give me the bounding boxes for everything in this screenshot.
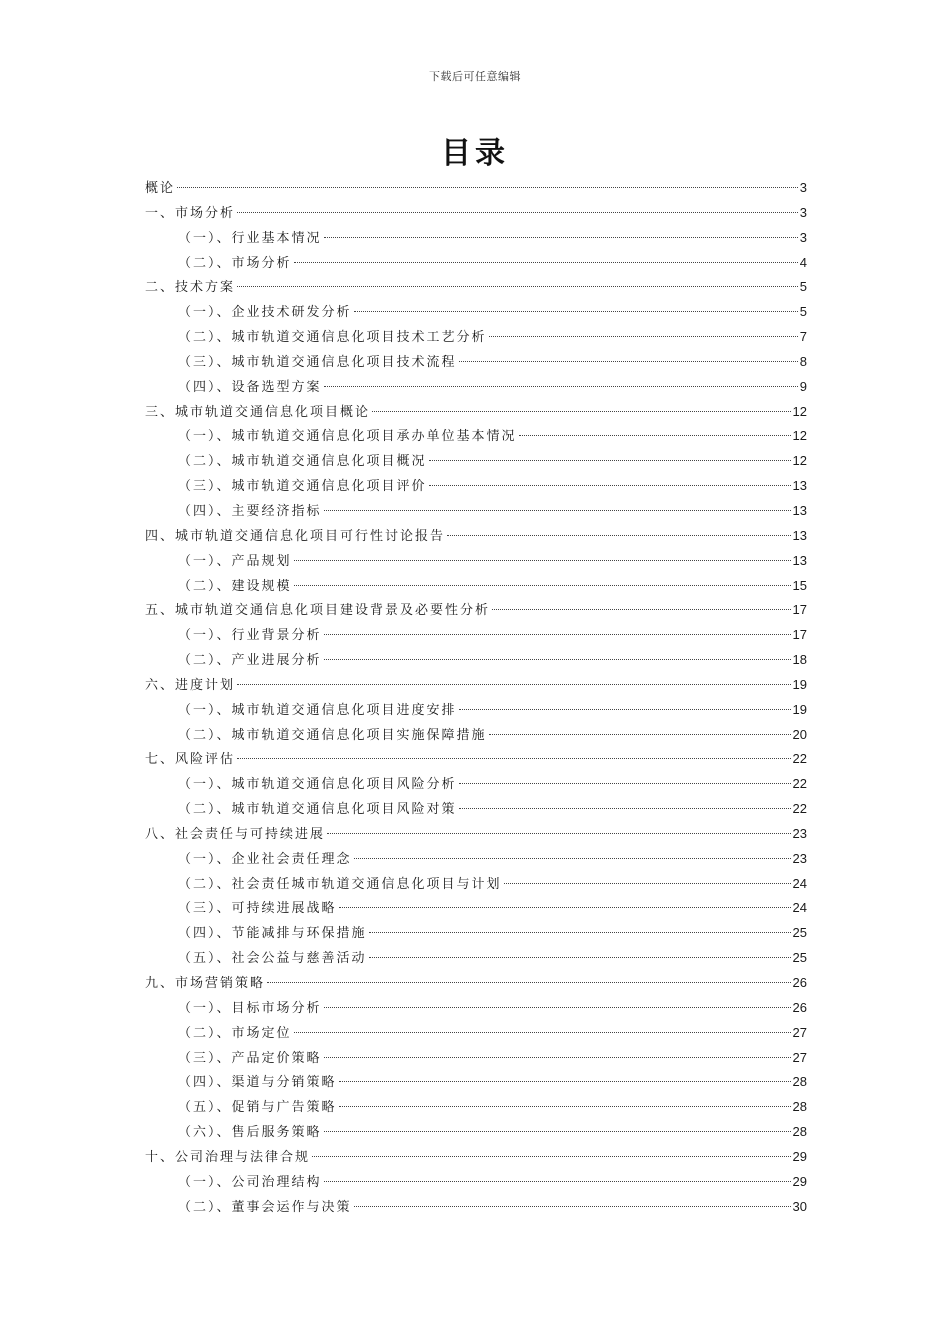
toc-entry-text: （二）、社会责任城市轨道交通信息化项目与计划 xyxy=(178,876,502,892)
toc-entry-text: （三）、城市轨道交通信息化项目评价 xyxy=(178,479,427,495)
toc-page-number: 24 xyxy=(792,900,807,916)
toc-dot-leader xyxy=(267,982,791,983)
toc-entry-text: 三、城市轨道交通信息化项目概论 xyxy=(145,404,371,420)
toc-page-number: 28 xyxy=(792,1099,807,1115)
toc-entry-text: （一）、企业技术研发分析 xyxy=(178,305,352,321)
toc-dot-leader xyxy=(459,783,791,784)
toc-page-number: 4 xyxy=(799,254,807,270)
toc-entry-text: （五）、社会公益与慈善活动 xyxy=(178,951,367,967)
toc-entry[interactable] xyxy=(145,747,807,772)
toc-entry-text: （二）、建设规模 xyxy=(178,578,292,594)
toc-subentry[interactable] xyxy=(145,896,807,921)
table-of-contents xyxy=(145,176,807,1219)
toc-page-number: 27 xyxy=(792,1049,807,1065)
toc-subentry[interactable] xyxy=(145,946,807,971)
toc-entry-text: （四）、设备选型方案 xyxy=(178,379,322,395)
toc-dot-leader xyxy=(492,609,791,610)
toc-entry-text: 七、风险评估 xyxy=(145,752,236,768)
toc-entry-text: 八、社会责任与可持续进展 xyxy=(145,826,326,842)
toc-page-number: 23 xyxy=(792,850,807,866)
toc-dot-leader xyxy=(294,1032,791,1033)
toc-subentry[interactable] xyxy=(145,723,807,748)
toc-page-number: 9 xyxy=(799,378,807,394)
toc-entry-text: （五）、促销与广告策略 xyxy=(178,1100,337,1116)
toc-entry-text: 二、技术方案 xyxy=(145,280,236,296)
header-note: 下载后可任意编辑 xyxy=(429,70,521,83)
toc-dot-leader xyxy=(429,485,791,486)
toc-dot-leader xyxy=(339,907,791,908)
toc-dot-leader xyxy=(327,833,791,834)
toc-page-number: 19 xyxy=(792,701,807,717)
toc-page-number: 3 xyxy=(799,204,807,220)
toc-subentry[interactable] xyxy=(145,499,807,524)
toc-dot-leader xyxy=(324,634,791,635)
toc-page-number: 8 xyxy=(799,353,807,369)
toc-page-number: 22 xyxy=(792,751,807,767)
toc-subentry[interactable] xyxy=(145,375,807,400)
toc-page-number: 18 xyxy=(792,652,807,668)
toc-page-number: 19 xyxy=(792,676,807,692)
toc-entry-text: （一）、企业社会责任理念 xyxy=(178,851,352,867)
toc-dot-leader xyxy=(324,1057,791,1058)
toc-entry-text: （六）、售后服务策略 xyxy=(178,1125,322,1141)
toc-dot-leader xyxy=(504,883,791,884)
toc-dot-leader xyxy=(294,585,791,586)
toc-subentry[interactable] xyxy=(145,921,807,946)
toc-entry-text: （二）、城市轨道交通信息化项目实施保障措施 xyxy=(178,727,487,743)
toc-dot-leader xyxy=(294,560,791,561)
toc-subentry[interactable] xyxy=(145,300,807,325)
toc-page-number: 26 xyxy=(792,975,807,990)
toc-page-number: 26 xyxy=(792,999,807,1015)
toc-entry-text: （二）、市场定位 xyxy=(178,1025,292,1041)
toc-dot-leader xyxy=(324,237,798,238)
toc-subentry[interactable] xyxy=(145,1120,807,1145)
toc-page-number: 3 xyxy=(799,229,807,245)
toc-page-number: 13 xyxy=(792,502,807,518)
toc-dot-leader xyxy=(339,1106,791,1107)
toc-entry[interactable] xyxy=(145,822,807,847)
toc-page-number: 12 xyxy=(792,453,807,469)
toc-entry[interactable] xyxy=(145,275,807,300)
toc-entry-text: （一）、城市轨道交通信息化项目进度安排 xyxy=(178,702,457,718)
toc-subentry[interactable] xyxy=(145,698,807,723)
toc-entry[interactable] xyxy=(145,598,807,623)
toc-dot-leader xyxy=(489,336,798,337)
toc-entry[interactable] xyxy=(145,1145,807,1170)
toc-page-number: 29 xyxy=(792,1173,807,1189)
toc-entry-text: （四）、主要经济指标 xyxy=(178,503,322,519)
toc-subentry[interactable] xyxy=(145,474,807,499)
toc-dot-leader xyxy=(459,808,791,809)
toc-dot-leader xyxy=(354,1206,791,1207)
toc-entry-text: （四）、节能减排与环保措施 xyxy=(178,926,367,942)
toc-dot-leader xyxy=(339,1081,791,1082)
toc-subentry[interactable] xyxy=(145,623,807,648)
toc-entry-text: （二）、城市轨道交通信息化项目风险对策 xyxy=(178,802,457,818)
toc-entry-text: （一）、行业背景分析 xyxy=(178,628,322,644)
toc-entry-text: （一）、城市轨道交通信息化项目承办单位基本情况 xyxy=(178,429,517,445)
toc-subentry[interactable] xyxy=(145,1046,807,1071)
toc-subentry[interactable] xyxy=(145,424,807,449)
toc-page-number: 23 xyxy=(792,825,807,841)
toc-dot-leader xyxy=(237,684,791,685)
toc-subentry[interactable] xyxy=(145,325,807,350)
toc-entry[interactable] xyxy=(145,176,807,201)
toc-subentry[interactable] xyxy=(145,251,807,276)
toc-dot-leader xyxy=(372,411,791,412)
toc-dot-leader xyxy=(447,535,791,536)
toc-page-number: 20 xyxy=(792,726,807,742)
toc-entry-text: 概论 xyxy=(145,181,176,196)
toc-entry-text: 九、市场营销策略 xyxy=(145,976,266,991)
toc-subentry[interactable] xyxy=(145,1070,807,1095)
toc-dot-leader xyxy=(459,709,791,710)
toc-dot-leader xyxy=(294,262,798,263)
toc-dot-leader xyxy=(324,386,798,387)
toc-subentry[interactable] xyxy=(145,772,807,797)
toc-entry-text: （三）、可持续进展战略 xyxy=(178,901,337,917)
toc-entry-text: （二）、市场分析 xyxy=(178,255,292,271)
toc-entry-text: 一、市场分析 xyxy=(145,205,236,221)
toc-dot-leader xyxy=(369,957,791,958)
toc-dot-leader xyxy=(429,460,791,461)
toc-dot-leader xyxy=(312,1156,791,1157)
toc-entry-text: （一）、城市轨道交通信息化项目风险分析 xyxy=(178,777,457,793)
toc-entry-text: （三）、产品定价策略 xyxy=(178,1050,322,1066)
toc-subentry[interactable] xyxy=(145,449,807,474)
toc-page-number: 28 xyxy=(792,1124,807,1140)
toc-dot-leader xyxy=(369,932,791,933)
toc-entry-text: （二）、产业进展分析 xyxy=(178,653,322,669)
toc-entry-text: （一）、公司治理结构 xyxy=(178,1174,322,1190)
toc-page-number: 13 xyxy=(792,478,807,494)
toc-dot-leader xyxy=(519,435,791,436)
toc-dot-leader xyxy=(237,758,791,759)
toc-page-number: 24 xyxy=(792,875,807,891)
toc-entry[interactable] xyxy=(145,524,807,549)
toc-page-number: 7 xyxy=(799,329,807,345)
toc-dot-leader xyxy=(459,361,798,362)
toc-dot-leader xyxy=(324,1181,791,1182)
toc-title: 目录 xyxy=(441,136,509,171)
toc-entry[interactable] xyxy=(145,400,807,425)
toc-entry-text: （一）、产品规划 xyxy=(178,553,292,569)
toc-page-number: 12 xyxy=(792,403,807,419)
toc-dot-leader xyxy=(237,286,798,287)
toc-dot-leader xyxy=(324,1007,791,1008)
toc-subentry[interactable] xyxy=(145,1195,807,1220)
toc-dot-leader xyxy=(237,212,798,213)
toc-dot-leader xyxy=(489,734,791,735)
toc-dot-leader xyxy=(177,187,798,188)
toc-page-number: 17 xyxy=(792,627,807,643)
toc-subentry[interactable] xyxy=(145,574,807,599)
toc-page-number: 22 xyxy=(792,801,807,817)
toc-entry-text: 四、城市轨道交通信息化项目可行性讨论报告 xyxy=(145,528,446,544)
toc-page-number: 5 xyxy=(799,279,807,295)
toc-entry[interactable] xyxy=(145,673,807,698)
toc-entry-text: 六、进度计划 xyxy=(145,677,236,693)
toc-page-number: 30 xyxy=(792,1198,807,1214)
toc-page-number: 3 xyxy=(799,180,807,195)
toc-subentry[interactable] xyxy=(145,797,807,822)
toc-entry-text: （一）、目标市场分析 xyxy=(178,1000,322,1016)
toc-entry[interactable] xyxy=(145,201,807,226)
toc-subentry[interactable] xyxy=(145,872,807,897)
toc-dot-leader xyxy=(354,858,791,859)
toc-entry-text: （二）、城市轨道交通信息化项目概况 xyxy=(178,454,427,470)
toc-entry-text: （二）、董事会运作与决策 xyxy=(178,1199,352,1215)
toc-entry-text: 五、城市轨道交通信息化项目建设背景及必要性分析 xyxy=(145,603,491,619)
toc-page-number: 27 xyxy=(792,1024,807,1040)
toc-subentry[interactable] xyxy=(145,549,807,574)
toc-page-number: 12 xyxy=(792,428,807,444)
toc-subentry[interactable] xyxy=(145,996,807,1021)
toc-page-number: 22 xyxy=(792,776,807,792)
toc-subentry[interactable] xyxy=(145,648,807,673)
toc-entry-text: （三）、城市轨道交通信息化项目技术流程 xyxy=(178,354,457,370)
toc-page-number: 28 xyxy=(792,1074,807,1090)
toc-subentry[interactable] xyxy=(145,1095,807,1120)
toc-subentry[interactable] xyxy=(145,1170,807,1195)
toc-entry-text: （一）、行业基本情况 xyxy=(178,230,322,246)
toc-dot-leader xyxy=(354,311,798,312)
toc-dot-leader xyxy=(324,1131,791,1132)
toc-page-number: 15 xyxy=(792,577,807,593)
toc-dot-leader xyxy=(324,659,791,660)
toc-page-number: 13 xyxy=(792,527,807,543)
toc-subentry[interactable] xyxy=(145,226,807,251)
toc-subentry[interactable] xyxy=(145,847,807,872)
toc-page-number: 25 xyxy=(792,950,807,966)
toc-entry-text: （四）、渠道与分销策略 xyxy=(178,1075,337,1091)
toc-page-number: 17 xyxy=(792,602,807,618)
toc-subentry[interactable] xyxy=(145,350,807,375)
toc-entry[interactable] xyxy=(145,971,807,996)
toc-dot-leader xyxy=(324,510,791,511)
toc-entry-text: 十、公司治理与法律合规 xyxy=(145,1149,311,1165)
toc-entry-text: （二）、城市轨道交通信息化项目技术工艺分析 xyxy=(178,330,487,346)
toc-subentry[interactable] xyxy=(145,1021,807,1046)
toc-page-number: 29 xyxy=(792,1148,807,1164)
toc-page-number: 13 xyxy=(792,552,807,568)
toc-page-number: 25 xyxy=(792,925,807,941)
toc-page-number: 5 xyxy=(799,304,807,320)
